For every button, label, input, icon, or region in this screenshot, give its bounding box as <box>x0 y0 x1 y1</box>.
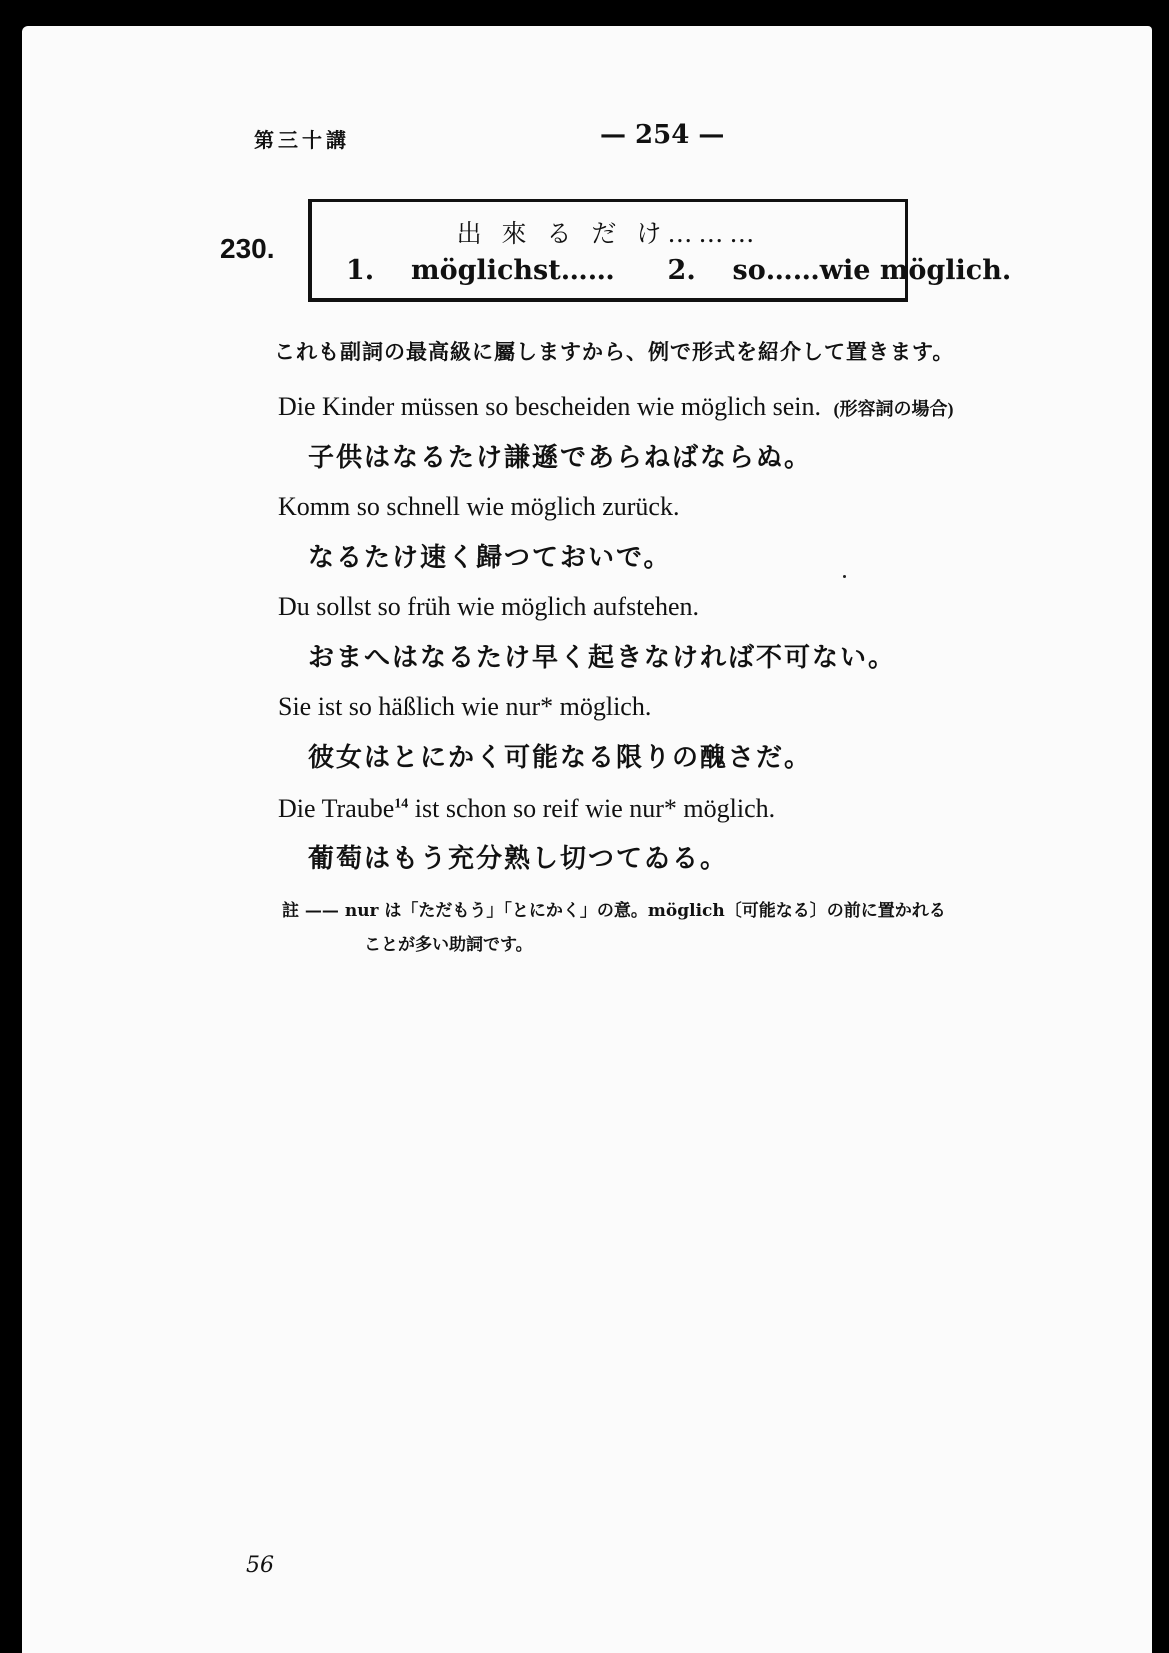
page-number: — 254 — <box>600 120 725 150</box>
form-1: möglichst…… <box>411 255 615 286</box>
chapter-heading: 第三十講 <box>254 128 350 152</box>
example-de <box>278 392 954 422</box>
example-de: Du sollst so früh wie möglich aufstehen. <box>278 592 699 621</box>
section-number: 230. <box>220 233 275 264</box>
example-de: Komm so schnell wie möglich zurück. <box>278 492 680 521</box>
footer-page-number: 56 <box>246 1553 274 1578</box>
example-ja: おまへはなるたけ早く起きなければ不可ない。 <box>308 643 897 673</box>
speck <box>843 575 846 578</box>
footnote-ref: 14 <box>394 796 409 812</box>
form-2: so……wie möglich. <box>732 255 1012 286</box>
example-de-note: (形容詞の場合) <box>833 399 954 419</box>
example-de: Sie ist so häßlich wie nur* möglich. <box>278 692 652 721</box>
example-ja: 葡萄はもう充分熟し切つてゐる。 <box>308 844 729 874</box>
intro-paragraph: これも副詞の最高級に屬しますから、例で形式を紹介して置きます。 <box>274 339 955 364</box>
example-de-text: Die Kinder müssen so bescheiden wie möglich sein. <box>278 392 821 421</box>
example-ja: 子供はなるたけ謙遜であらねばならぬ。 <box>308 443 813 473</box>
example-ja: 彼女はとにかく可能なる限りの醜さだ。 <box>308 743 813 773</box>
example-de <box>278 794 775 824</box>
section-title-box <box>308 199 1012 302</box>
form-number-1: 1. <box>346 255 375 286</box>
section-forms <box>346 255 1011 286</box>
form-number-2: 2. <box>667 255 696 286</box>
footnote-line-2: ことが多い助詞です。 <box>364 935 533 955</box>
example-de-text-rest: ist schon so reif wie nur* möglich. <box>408 794 776 823</box>
section-title: 出 來 る だ け……… <box>456 219 761 248</box>
footnote-line-1: 註 —— nur は「ただもう」「とにかく」の意。möglich〔可能なる〕の前に置かれる <box>282 901 946 921</box>
example-ja: なるたけ速く歸つておいで。 <box>308 543 672 573</box>
example-de-text: Die Traube <box>278 794 395 823</box>
